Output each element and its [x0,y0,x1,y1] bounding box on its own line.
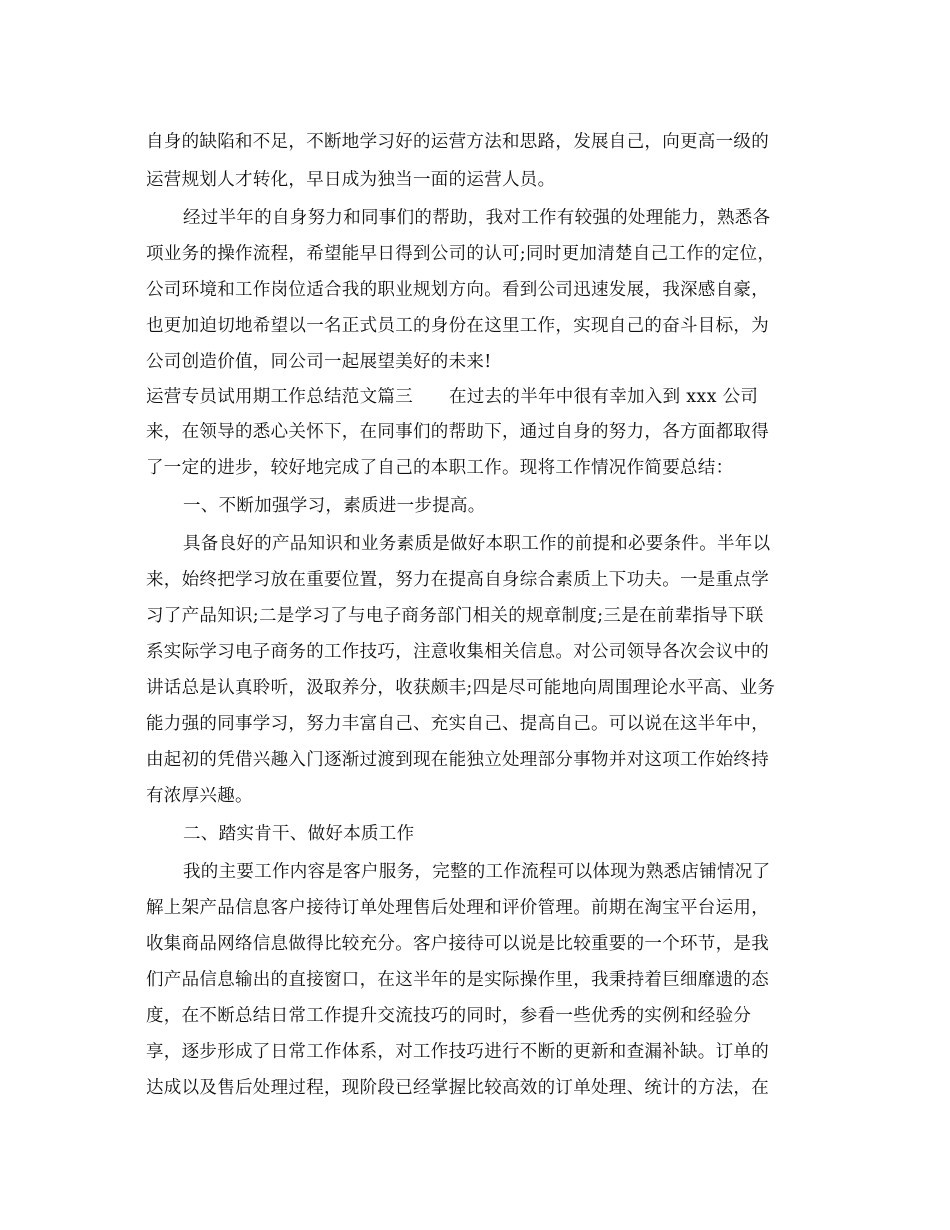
paragraph-line: 度，在不断总结日常工作提升交流技巧的同时，参看一些优秀的实例和经验分 [146,1006,752,1026]
section-intro: 在过去的半年中很有幸加入到 xxx 公司 [449,387,759,407]
paragraph-line: 了一定的进步，较好地完成了自己的本职工作。现将工作情况作简要总结： [146,458,734,478]
paragraph-line: 公司创造价值，同公司一起展望美好的未来! [146,352,492,372]
paragraph-line: 来，在领导的悉心关怀下，在同事们的帮助下，通过自身的努力，各方面都取得 [146,422,769,442]
paragraph-line: 来，始终把学习放在重要位置，努力在提高自身综合素质上下功夫。一是重点学 [146,570,769,590]
paragraph-line: 具备良好的产品知识和业务素质是做好本职工作的前提和必要条件。半年以 [183,534,771,554]
subheading: 一、不断加强学习，素质进一步提高。 [183,496,486,516]
subheading: 二、踏实肯干、做好本质工作 [183,824,415,844]
paragraph-line: 系实际学习电子商务的工作技巧，注意收集相关信息。对公司领导各次会议中的 [146,642,769,662]
paragraph-line: 运营规划人才转化，早日成为独当一面的运营人员。 [146,170,556,190]
paragraph-line: 由起初的凭借兴趣入门逐渐过渡到现在能独立处理部分事物并对这项工作始终持 [146,750,769,770]
paragraph-line: 公司环境和工作岗位适合我的职业规划方向。看到公司迅速发展，我深感自豪， [146,280,769,300]
paragraph-line: 讲话总是认真聆听，汲取养分，收获颇丰;四是尽可能地向周围理论水平高、业务 [146,678,776,698]
paragraph-line: 解上架产品信息客户接待订单处理售后处理和评价管理。前期在淘宝平台运用， [146,898,769,918]
paragraph-line: 们产品信息输出的直接窗口，在这半年的是实际操作里，我秉持着巨细靡遗的态 [146,970,769,990]
paragraph-line: 达成以及售后处理过程，现阶段已经掌握比较高效的订单处理、统计的方法，在 [146,1078,769,1098]
paragraph-line: 自身的缺陷和不足，不断地学习好的运营方法和思路，发展自己，向更高一级的 [146,132,769,152]
section-title: 运营专员试用期工作总结范文篇三 [146,387,413,407]
paragraph-line: 能力强的同事学习，努力丰富自己、充实自己、提高自己。可以说在这半年中， [146,714,769,734]
paragraph-line: 习了产品知识;二是学习了与电子商务部门相关的规章制度;三是在前辈指导下联 [146,606,764,626]
paragraph-line: 收集商品网络信息做得比较充分。客户接待可以说是比较重要的一个环节，是我 [146,934,769,954]
paragraph-line: 经过半年的自身努力和同事们的帮助，我对工作有较强的处理能力，熟悉各 [183,208,771,228]
paragraph-line: 有浓厚兴趣。 [146,786,253,806]
paragraph-line: 我的主要工作内容是客户服务，完整的工作流程可以体现为熟悉店铺情况了 [183,862,771,882]
paragraph-line: 享，逐步形成了日常工作体系，对工作技巧进行不断的更新和查漏补缺。订单的 [146,1042,769,1062]
paragraph-line: 项业务的操作流程，希望能早日得到公司的认可;同时更加清楚自己工作的定位， [146,244,776,264]
section-title-line [146,385,758,409]
paragraph-line: 也更加迫切地希望以一名正式员工的身份在这里工作，实现自己的奋斗目标，为 [146,316,769,336]
